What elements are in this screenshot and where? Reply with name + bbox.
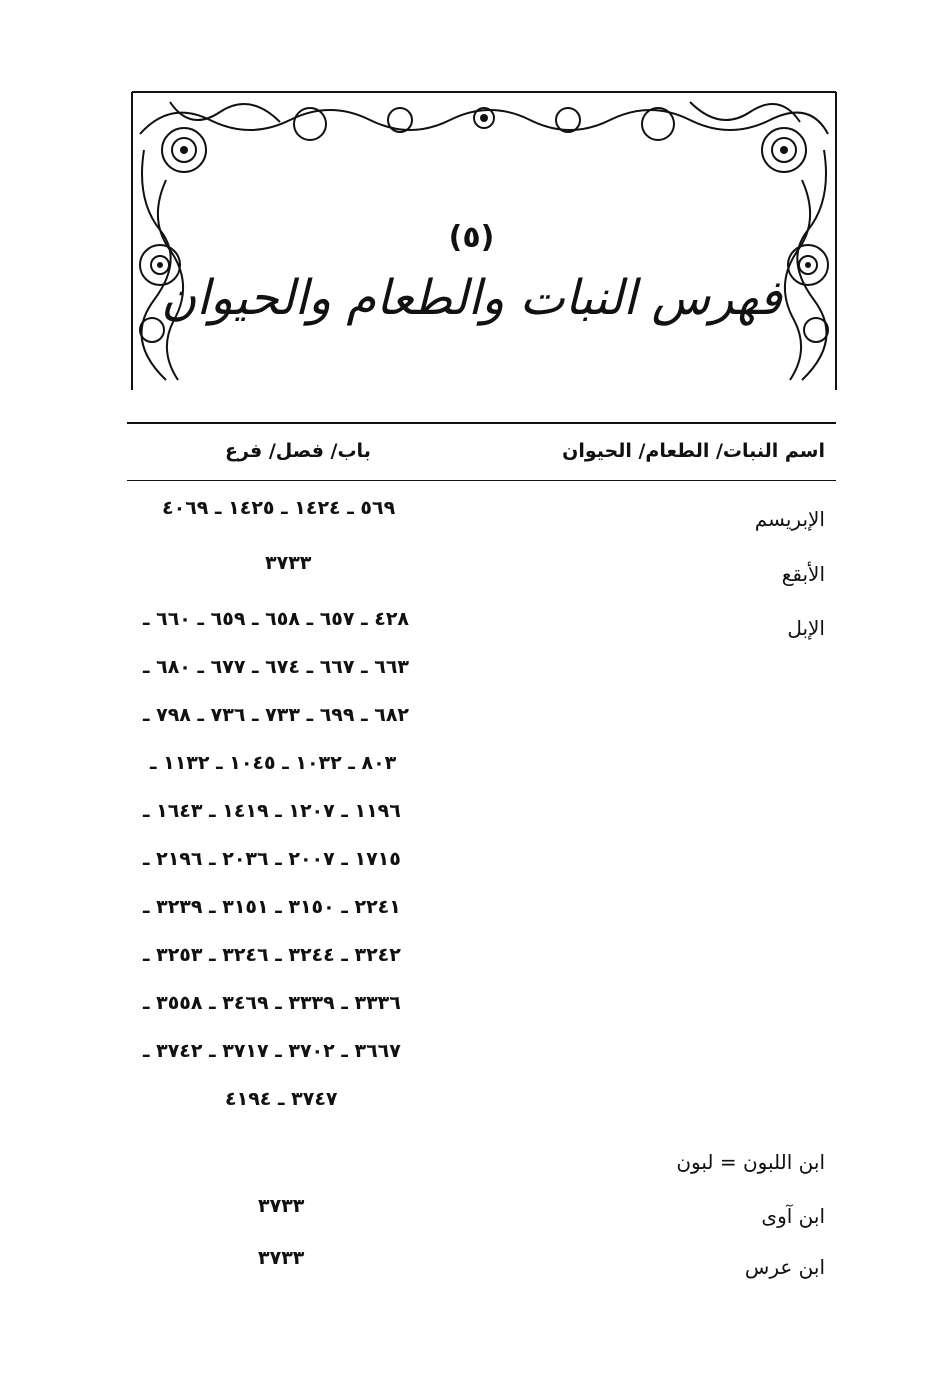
reference-line: ٦٦٣ ـ ٦٦٧ ـ ٦٧٤ ـ ٦٧٧ ـ ٦٨٠ ـ bbox=[143, 656, 410, 678]
index-entry: ابن آوى bbox=[761, 1204, 825, 1228]
reference-line: ٤٢٨ ـ ٦٥٧ ـ ٦٥٨ ـ ٦٥٩ ـ ٦٦٠ ـ bbox=[143, 608, 410, 630]
index-entry: الأبقع bbox=[781, 562, 825, 586]
table-top-rule bbox=[127, 422, 836, 424]
reference-line: ٣٧٣٣ bbox=[258, 1195, 305, 1217]
index-entry: الإبل bbox=[787, 616, 825, 640]
reference-line: ٣٦٦٧ ـ ٣٧٠٢ ـ ٣٧١٧ ـ ٣٧٤٢ ـ bbox=[143, 1040, 401, 1062]
column-header-reference: باب/ فصل/ فرع bbox=[225, 440, 371, 462]
reference-line: ٦٨٢ ـ ٦٩٩ ـ ٧٣٣ ـ ٧٣٦ ـ ٧٩٨ ـ bbox=[143, 704, 410, 726]
index-entry: ابن عرس bbox=[744, 1255, 825, 1279]
index-entry: الإبريسم bbox=[754, 507, 825, 531]
page-title: فهرس النبات والطعام والحيوان bbox=[161, 270, 782, 326]
reference-line: ٥٦٩ ـ ١٤٢٤ ـ ١٤٢٥ ـ ٤٠٦٩ bbox=[162, 497, 396, 519]
reference-line: ٣٧٤٧ ـ ٤١٩٤ bbox=[225, 1088, 338, 1110]
reference-line: ٣٧٣٣ bbox=[265, 552, 312, 574]
reference-line: ٨٠٣ ـ ١٠٣٢ ـ ١٠٤٥ ـ ١١٣٢ ـ bbox=[150, 752, 397, 774]
reference-line: ١١٩٦ ـ ١٢٠٧ ـ ١٤١٩ ـ ١٦٤٣ ـ bbox=[143, 800, 401, 822]
section-number: (٥) bbox=[448, 220, 495, 255]
reference-line: ٣٧٣٣ bbox=[258, 1247, 305, 1269]
reference-line: ١٧١٥ ـ ٢٠٠٧ ـ ٢٠٣٦ ـ ٢١٩٦ ـ bbox=[143, 848, 401, 870]
table-header-rule bbox=[127, 480, 836, 481]
reference-line: ٢٢٤١ ـ ٣١٥٠ ـ ٣١٥١ ـ ٣٢٣٩ ـ bbox=[143, 896, 401, 918]
column-header-name: اسم النبات/ الطعام/ الحيوان bbox=[562, 440, 825, 462]
index-entry: ابن اللبون = لبون bbox=[676, 1150, 825, 1174]
reference-line: ٣٢٤٢ ـ ٣٢٤٤ ـ ٣٢٤٦ ـ ٣٢٥٣ ـ bbox=[143, 944, 401, 966]
reference-line: ٣٣٣٦ ـ ٣٣٣٩ ـ ٣٤٦٩ ـ ٣٥٥٨ ـ bbox=[143, 992, 401, 1014]
